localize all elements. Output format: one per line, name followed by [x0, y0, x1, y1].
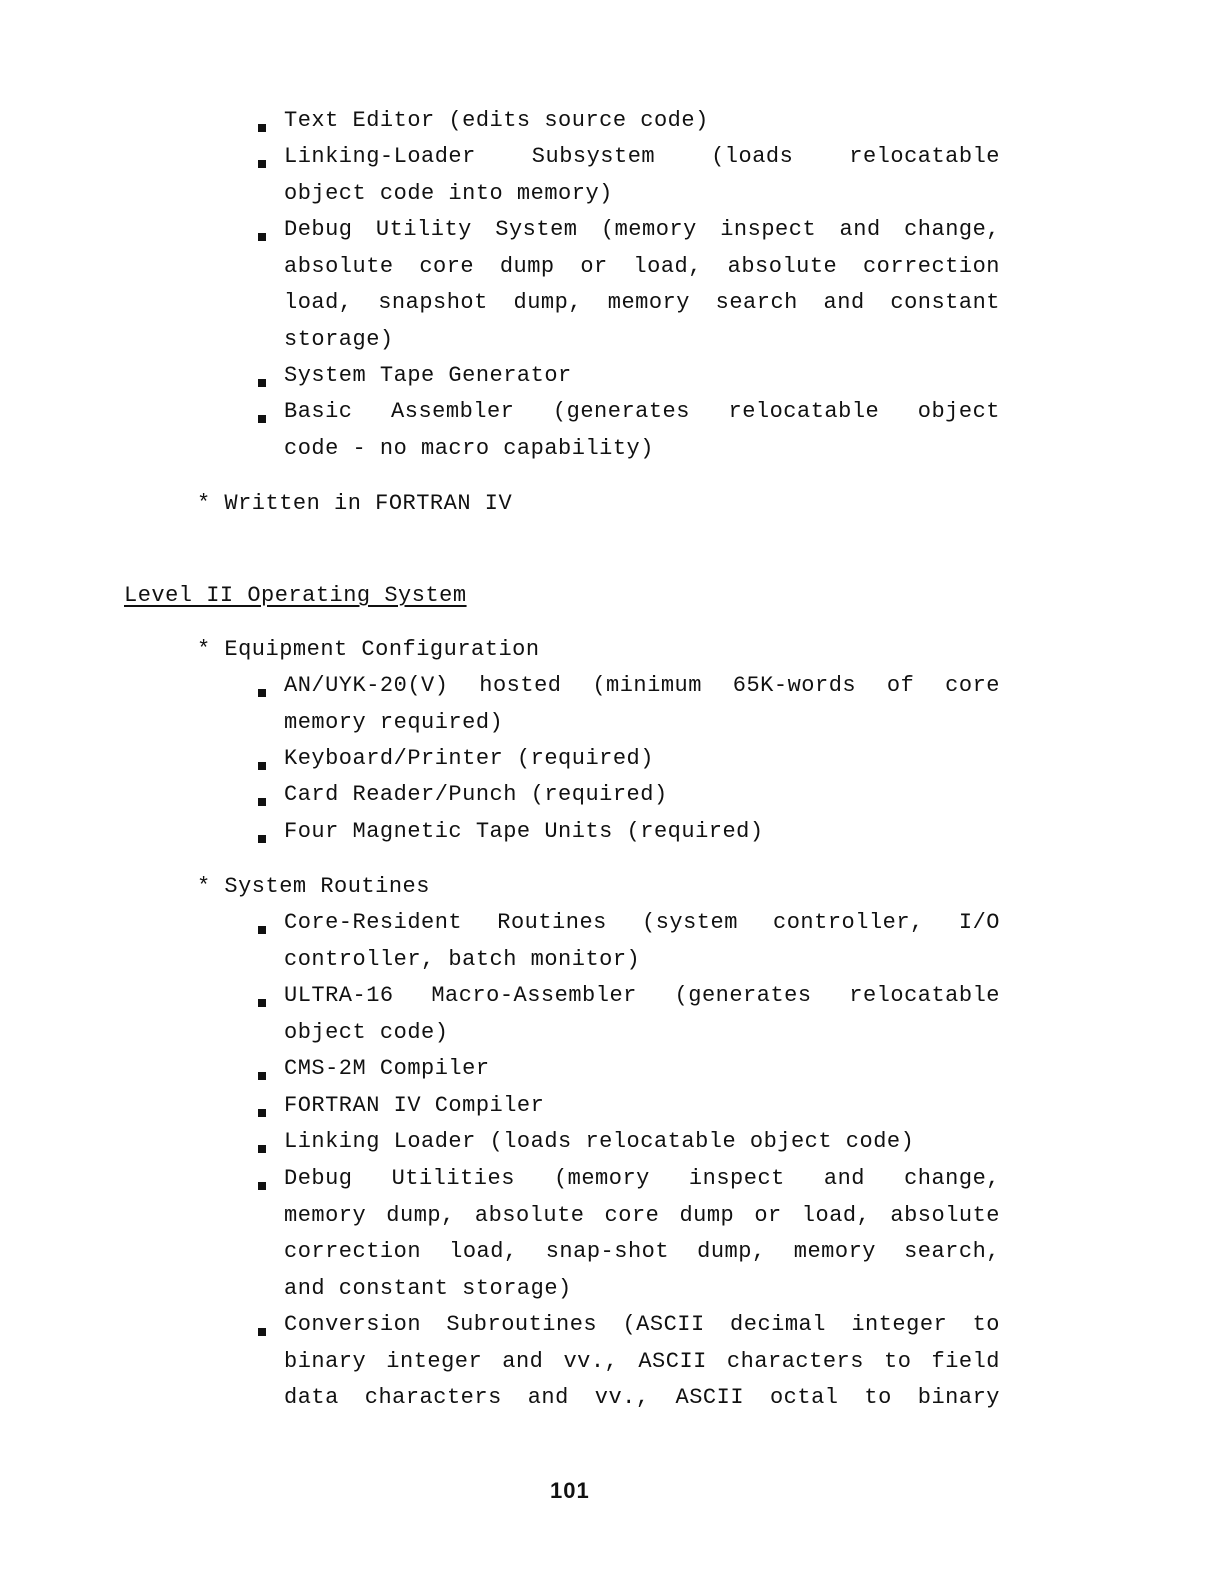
- list-item-text-editor: Text Editor (edits source code): [284, 108, 709, 133]
- bullet-marker: [258, 762, 266, 770]
- routine-item-core-resident-cont: controller, batch monitor): [284, 947, 641, 972]
- bullet-marker: [258, 926, 266, 934]
- routine-item-linking-loader: Linking Loader (loads relocatable object code): [284, 1129, 915, 1154]
- list-item-debug-utility-cont: absolute core dump or load, absolute correction: [284, 254, 1000, 279]
- list-item-debug-utility-cont: storage): [284, 327, 394, 352]
- list-item-basic-assembler-cont: code - no macro capability): [284, 436, 654, 461]
- routine-item-cms2m: CMS-2M Compiler: [284, 1056, 490, 1081]
- bullet-marker: [258, 835, 266, 843]
- equipment-header: * Equipment Configuration: [197, 637, 540, 662]
- bullet-marker: [258, 160, 266, 168]
- list-item-debug-utility-cont: load, snapshot dump, memory search and constant: [284, 290, 1000, 315]
- routine-item-conversion: Conversion Subroutines (ASCII decimal integer to: [284, 1312, 1000, 1337]
- bullet-marker: [258, 1182, 266, 1190]
- routine-item-debug-cont: correction load, snap-shot dump, memory search,: [284, 1239, 1000, 1264]
- equipment-item-card-reader: Card Reader/Punch (required): [284, 782, 668, 807]
- routine-item-debug-cont: memory dump, absolute core dump or load, absolute: [284, 1203, 1000, 1228]
- routine-item-conversion-cont: binary integer and vv., ASCII characters to field: [284, 1349, 1000, 1374]
- bullet-marker: [258, 233, 266, 241]
- equipment-item-keyboard: Keyboard/Printer (required): [284, 746, 654, 771]
- equipment-item-tape-units: Four Magnetic Tape Units (required): [284, 819, 764, 844]
- bullet-marker: [258, 1145, 266, 1153]
- bullet-marker: [258, 379, 266, 387]
- routine-item-debug: Debug Utilities (memory inspect and change,: [284, 1166, 1000, 1191]
- bullet-marker: [258, 124, 266, 132]
- list-item-debug-utility: Debug Utility System (memory inspect and change,: [284, 217, 1000, 242]
- bullet-marker: [258, 415, 266, 423]
- section-heading: Level II Operating System: [124, 583, 467, 608]
- routine-item-core-resident: Core-Resident Routines (system controller, I/O: [284, 910, 1000, 935]
- routine-item-ultra16-cont: object code): [284, 1020, 449, 1045]
- bullet-marker: [258, 689, 266, 697]
- list-item-linking-loader-cont: object code into memory): [284, 181, 613, 206]
- routines-header: * System Routines: [197, 874, 430, 899]
- list-item-linking-loader: Linking-Loader Subsystem (loads relocatable: [284, 144, 1000, 169]
- bullet-marker: [258, 1072, 266, 1080]
- routine-item-conversion-cont: data characters and vv., ASCII octal to binary: [284, 1385, 1000, 1410]
- list-item-system-tape: System Tape Generator: [284, 363, 572, 388]
- bullet-marker: [258, 1109, 266, 1117]
- equipment-item-host-cont: memory required): [284, 710, 504, 735]
- list-item-basic-assembler: Basic Assembler (generates relocatable object: [284, 399, 1000, 424]
- page-number: 101: [550, 1478, 590, 1503]
- equipment-item-host: AN/UYK-20(V) hosted (minimum 65K-words of core: [284, 673, 1000, 698]
- bullet-marker: [258, 1328, 266, 1336]
- routine-item-fortran: FORTRAN IV Compiler: [284, 1093, 545, 1118]
- bullet-marker: [258, 798, 266, 806]
- routine-item-ultra16: ULTRA-16 Macro-Assembler (generates relocatable: [284, 983, 1000, 1008]
- written-note: * Written in FORTRAN IV: [197, 491, 513, 516]
- bullet-marker: [258, 999, 266, 1007]
- routine-item-debug-cont: and constant storage): [284, 1276, 572, 1301]
